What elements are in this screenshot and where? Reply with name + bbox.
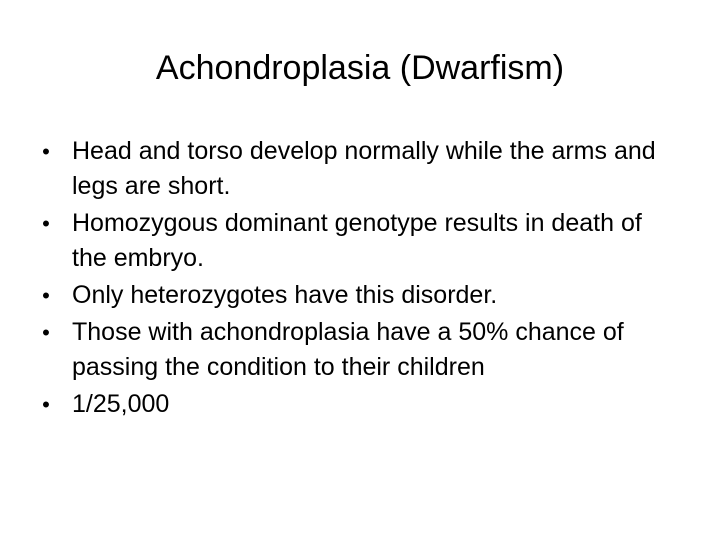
bullet-item: [36, 315, 676, 385]
slide-title: Achondroplasia (Dwarfism): [155, 49, 565, 87]
bullet-icon: •: [42, 139, 50, 164]
bullet-text: Head and torso develop normally while the arms and legs are short.: [72, 137, 656, 200]
bullet-item: [36, 134, 676, 204]
bullet-list: [36, 134, 676, 424]
bullet-item: [36, 278, 676, 313]
bullet-text: Homozygous dominant genotype results in death of the embryo.: [72, 209, 642, 272]
bullet-text: Only heterozygotes have this disorder.: [72, 281, 498, 309]
bullet-item: [36, 387, 676, 422]
bullet-text: Those with achondroplasia have a 50% chance of passing the condition to their children: [72, 318, 624, 381]
bullet-icon: •: [42, 211, 50, 236]
bullet-icon: •: [42, 320, 50, 345]
bullet-item: [36, 206, 676, 276]
bullet-text: 1/25,000: [72, 390, 170, 418]
bullet-icon: •: [42, 283, 50, 308]
bullet-icon: •: [42, 392, 50, 417]
